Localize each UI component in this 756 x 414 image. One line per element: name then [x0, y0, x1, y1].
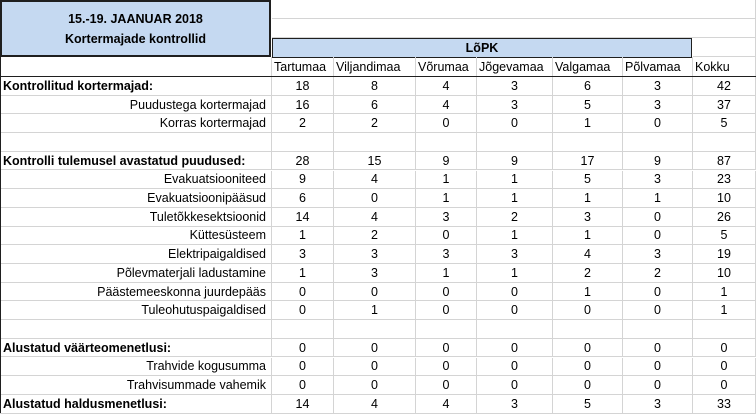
row-label[interactable]: Alustatud haldusmenetlusi: [0, 395, 272, 414]
value-cell[interactable]: 3 [477, 96, 553, 115]
value-cell[interactable]: 0 [416, 283, 477, 302]
value-cell[interactable] [693, 320, 756, 339]
value-cell[interactable]: 14 [272, 208, 334, 227]
value-cell[interactable]: 0 [553, 301, 623, 320]
value-cell[interactable] [623, 320, 693, 339]
column-header-põlvamaa[interactable]: Põlvamaa [623, 57, 693, 77]
value-cell[interactable]: 1 [416, 189, 477, 208]
value-cell[interactable]: 0 [334, 339, 416, 358]
value-cell[interactable]: 4 [416, 77, 477, 96]
value-cell[interactable]: 1 [693, 283, 756, 302]
value-cell[interactable]: 0 [623, 301, 693, 320]
empty-cell[interactable] [272, 19, 756, 38]
row-label[interactable]: Tuletõkkesektsioonid [0, 208, 272, 227]
value-cell[interactable]: 0 [477, 301, 553, 320]
value-cell[interactable]: 0 [334, 283, 416, 302]
value-cell[interactable]: 3 [477, 245, 553, 264]
value-cell[interactable]: 4 [334, 171, 416, 190]
value-cell[interactable] [334, 133, 416, 152]
value-cell[interactable]: 3 [334, 245, 416, 264]
value-cell[interactable]: 10 [693, 189, 756, 208]
value-cell[interactable]: 0 [477, 358, 553, 377]
value-cell[interactable]: 3 [272, 245, 334, 264]
value-cell[interactable]: 5 [553, 171, 623, 190]
value-cell[interactable]: 3 [623, 96, 693, 115]
value-cell[interactable]: 0 [623, 114, 693, 133]
row-label[interactable]: Trahvide kogusumma [0, 358, 272, 377]
value-cell[interactable]: 16 [272, 96, 334, 115]
value-cell[interactable]: 19 [693, 245, 756, 264]
value-cell[interactable]: 0 [416, 114, 477, 133]
value-cell[interactable]: 2 [334, 227, 416, 246]
row-label[interactable]: Elektripaigaldised [0, 245, 272, 264]
value-cell[interactable]: 0 [623, 227, 693, 246]
value-cell[interactable]: 18 [272, 77, 334, 96]
value-cell[interactable]: 3 [623, 77, 693, 96]
group-header-lopk: LõPK [272, 38, 692, 58]
value-cell[interactable]: 0 [553, 358, 623, 377]
value-cell[interactable]: 3 [553, 208, 623, 227]
row-label[interactable]: Tuleohutuspaigaldised [0, 301, 272, 320]
value-cell[interactable]: 4 [416, 96, 477, 115]
value-cell[interactable]: 1 [477, 171, 553, 190]
empty-cell[interactable] [272, 0, 756, 19]
value-cell[interactable]: 0 [334, 358, 416, 377]
value-cell[interactable]: 1 [334, 301, 416, 320]
value-cell[interactable]: 6 [553, 77, 623, 96]
value-cell[interactable]: 0 [623, 283, 693, 302]
value-cell[interactable]: 0 [272, 283, 334, 302]
value-cell[interactable]: 0 [693, 376, 756, 395]
value-cell[interactable]: 1 [693, 301, 756, 320]
value-cell[interactable]: 28 [272, 152, 334, 171]
value-cell[interactable]: 1 [553, 227, 623, 246]
column-header-valgamaa[interactable]: Valgamaa [553, 57, 623, 77]
value-cell[interactable]: 33 [693, 395, 756, 414]
value-cell[interactable]: 6 [334, 96, 416, 115]
value-cell[interactable]: 3 [416, 208, 477, 227]
row-label[interactable]: Kontrolli tulemusel avastatud puudused: [0, 152, 272, 171]
value-cell[interactable]: 0 [272, 358, 334, 377]
value-cell[interactable]: 0 [477, 114, 553, 133]
value-cell[interactable]: 5 [693, 114, 756, 133]
value-cell[interactable]: 0 [334, 189, 416, 208]
report-title-date: 15.-19. JAANUAR 2018 [68, 11, 203, 26]
row-label[interactable]: Kontrollitud kortermajad: [0, 77, 272, 96]
value-cell[interactable]: 0 [623, 358, 693, 377]
header-top-border [0, 76, 756, 77]
value-cell[interactable]: 0 [416, 227, 477, 246]
value-cell[interactable]: 0 [416, 339, 477, 358]
value-cell[interactable] [477, 320, 553, 339]
row-label[interactable]: Alustatud väärteomenetlusi: [0, 339, 272, 358]
left-border [0, 57, 1, 413]
row-label[interactable]: Põlevmaterjali ladustamine [0, 264, 272, 283]
value-cell[interactable]: 6 [272, 189, 334, 208]
report-title [0, 0, 271, 57]
row-label[interactable]: Korras kortermajad [0, 114, 272, 133]
value-cell[interactable]: 0 [553, 339, 623, 358]
value-cell[interactable]: 14 [272, 395, 334, 414]
value-cell[interactable]: 1 [553, 189, 623, 208]
value-cell[interactable]: 3 [623, 245, 693, 264]
column-header-viljandimaa[interactable]: Viljandimaa [334, 57, 416, 77]
value-cell[interactable]: 4 [416, 395, 477, 414]
value-cell[interactable]: 1 [477, 264, 553, 283]
value-cell[interactable]: 2 [477, 208, 553, 227]
value-cell[interactable]: 3 [416, 245, 477, 264]
value-cell[interactable] [693, 133, 756, 152]
value-cell[interactable]: 0 [416, 376, 477, 395]
empty-cell[interactable] [693, 38, 756, 57]
value-cell[interactable]: 4 [334, 395, 416, 414]
value-cell[interactable]: 9 [416, 152, 477, 171]
value-cell[interactable]: 37 [693, 96, 756, 115]
value-cell[interactable]: 3 [623, 171, 693, 190]
row-label[interactable]: Evakuatsioonipääsud [0, 189, 272, 208]
row-label[interactable]: Küttesüsteem [0, 227, 272, 246]
value-cell[interactable] [272, 320, 334, 339]
value-cell[interactable]: 2 [553, 264, 623, 283]
row-label[interactable]: Trahvisummade vahemik [0, 376, 272, 395]
value-cell[interactable] [416, 133, 477, 152]
header-corner-cell[interactable] [0, 57, 272, 77]
value-cell[interactable]: 26 [693, 208, 756, 227]
value-cell[interactable]: 3 [623, 395, 693, 414]
value-cell[interactable]: 5 [553, 395, 623, 414]
value-cell[interactable]: 9 [477, 152, 553, 171]
value-cell[interactable]: 8 [334, 77, 416, 96]
value-cell[interactable]: 5 [553, 96, 623, 115]
value-cell[interactable] [272, 133, 334, 152]
column-header-võrumaa[interactable]: Võrumaa [416, 57, 477, 77]
report-title-subject: Kortermajade kontrollid [65, 31, 206, 46]
value-cell[interactable]: 0 [623, 208, 693, 227]
value-cell[interactable] [623, 133, 693, 152]
value-cell[interactable]: 1 [553, 114, 623, 133]
value-cell[interactable]: 0 [272, 376, 334, 395]
value-cell[interactable]: 42 [693, 77, 756, 96]
value-cell[interactable] [334, 320, 416, 339]
row-label[interactable]: Päästemeeskonna juurdepääs [0, 283, 272, 302]
column-header-jõgevamaa[interactable]: Jõgevamaa [477, 57, 553, 77]
value-cell[interactable]: 10 [693, 264, 756, 283]
value-cell[interactable]: 15 [334, 152, 416, 171]
value-cell[interactable]: 1 [272, 227, 334, 246]
value-cell[interactable]: 2 [272, 114, 334, 133]
value-cell[interactable]: 0 [416, 301, 477, 320]
value-cell[interactable]: 2 [623, 264, 693, 283]
value-cell[interactable]: 3 [334, 264, 416, 283]
value-cell[interactable] [416, 320, 477, 339]
value-cell[interactable]: 1 [416, 171, 477, 190]
value-cell[interactable]: 0 [477, 283, 553, 302]
value-cell[interactable]: 1 [477, 189, 553, 208]
value-cell[interactable]: 9 [623, 152, 693, 171]
value-cell[interactable]: 0 [334, 376, 416, 395]
value-cell[interactable]: 0 [693, 339, 756, 358]
empty-row-label[interactable] [0, 320, 272, 339]
value-cell[interactable]: 0 [416, 358, 477, 377]
value-cell[interactable]: 4 [334, 208, 416, 227]
value-cell[interactable]: 1 [623, 189, 693, 208]
value-cell[interactable]: 4 [553, 245, 623, 264]
value-cell[interactable]: 23 [693, 171, 756, 190]
value-cell[interactable]: 1 [477, 227, 553, 246]
value-cell[interactable]: 1 [553, 283, 623, 302]
row-label[interactable]: Puudustega kortermajad [0, 96, 272, 115]
value-cell[interactable] [553, 133, 623, 152]
value-cell[interactable]: 0 [272, 339, 334, 358]
column-header-tartumaa[interactable]: Tartumaa [272, 57, 334, 77]
value-cell[interactable]: 3 [477, 395, 553, 414]
value-cell[interactable]: 87 [693, 152, 756, 171]
empty-row-label[interactable] [0, 133, 272, 152]
value-cell[interactable]: 1 [416, 264, 477, 283]
value-cell[interactable]: 0 [693, 358, 756, 377]
value-cell[interactable]: 0 [272, 301, 334, 320]
value-cell[interactable]: 1 [272, 264, 334, 283]
value-cell[interactable] [477, 133, 553, 152]
value-cell[interactable]: 5 [693, 227, 756, 246]
value-cell[interactable]: 9 [272, 171, 334, 190]
value-cell[interactable]: 0 [477, 376, 553, 395]
value-cell[interactable]: 0 [623, 339, 693, 358]
value-cell[interactable]: 3 [477, 77, 553, 96]
value-cell[interactable]: 2 [334, 114, 416, 133]
column-header-kokku[interactable]: Kokku [693, 57, 756, 77]
value-cell[interactable]: 0 [553, 376, 623, 395]
value-cell[interactable]: 0 [623, 376, 693, 395]
value-cell[interactable]: 0 [477, 339, 553, 358]
value-cell[interactable] [553, 320, 623, 339]
value-cell[interactable]: 17 [553, 152, 623, 171]
row-label[interactable]: Evakuatsiooniteed [0, 171, 272, 190]
